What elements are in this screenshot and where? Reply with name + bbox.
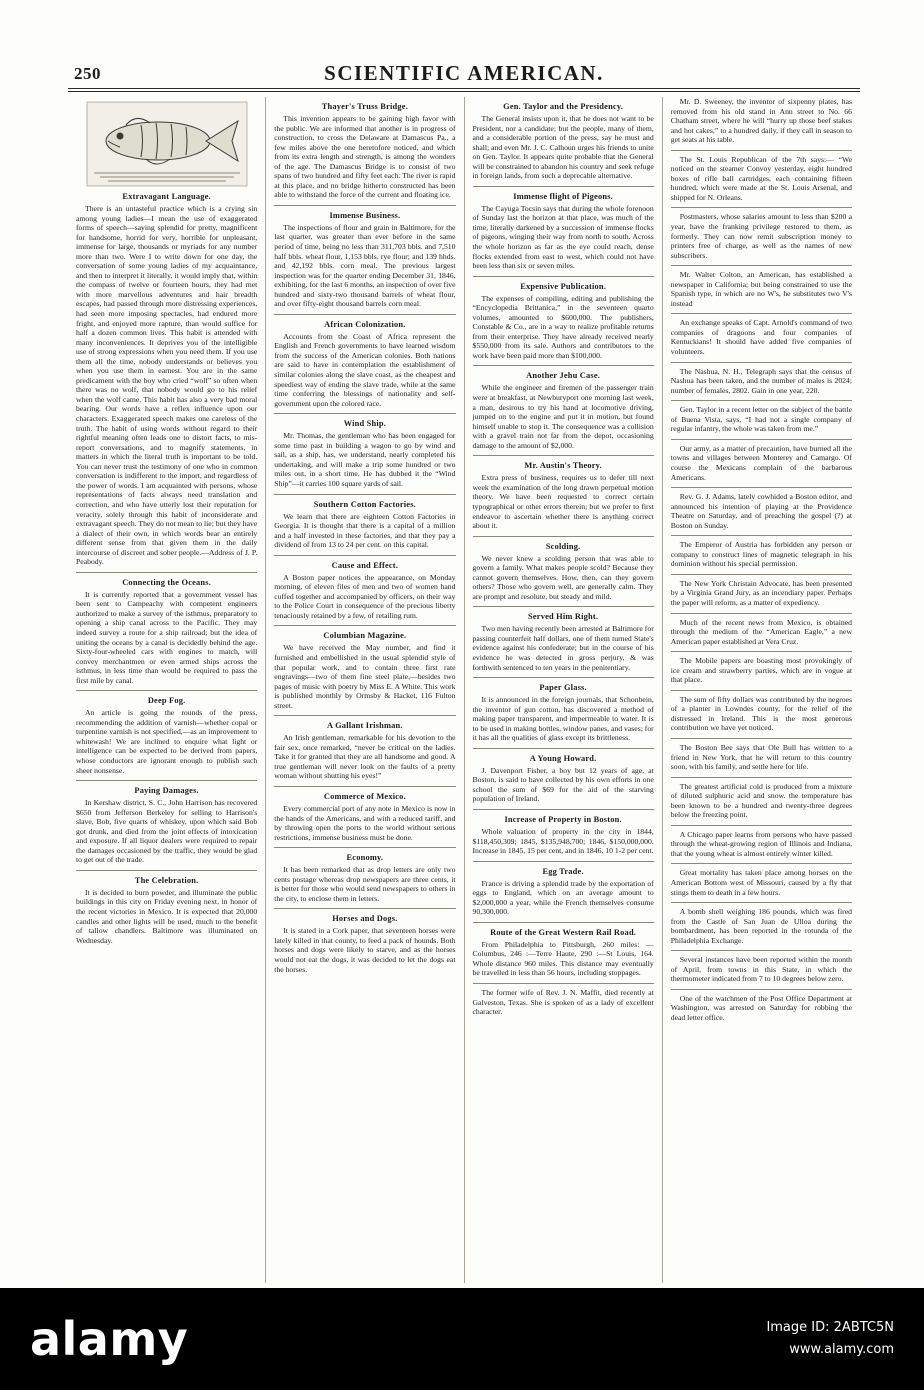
article-separator-rule <box>473 748 654 749</box>
article <box>76 696 257 775</box>
article-body: The Nashua, N. H., Telegraph says that the census of Nashua has been taken, and the number of males is 2024; number of females, 2802. Gain in one year, 220. <box>670 366 852 395</box>
alamy-logo: alamy <box>30 1312 189 1366</box>
article-body: The Boston Bee says that Ole Bull has written to a friend in New York, that he will return to this country soon, with his family, and settle here for life. <box>670 742 852 772</box>
article-title: Commerce of Mexico. <box>323 791 406 801</box>
article-separator-rule <box>473 365 654 366</box>
article-separator-rule <box>671 690 852 691</box>
article-body: It is stated in a Cork paper, that seventeen horses were lately killed in that county, to feed a pack of hounds. Both horses and dogs were likely to starve, and as the horses would not eat the dogs, it was decided to let the dogs eat the horses. <box>274 926 456 974</box>
news-brief <box>671 695 852 733</box>
news-brief <box>671 656 852 685</box>
article-title: Expensive Publication. <box>520 281 607 291</box>
article-body: It has been remarked that as drop letters are only two cents postage whereas drop newspapers are three cents, it is better for those who would send newspapers to others in the city, to enclose them in letters. <box>274 865 456 903</box>
article-separator-rule <box>671 863 852 864</box>
article-title: Paying Damages. <box>134 786 199 796</box>
article-body: Gen. Taylor in a recent letter on the subject of the battle of Buena Vista, says, “I had not a single company of regular infantry, the whole was taken from me.” <box>670 405 852 434</box>
masthead-title: SCIENTIFIC AMERICAN. <box>324 61 604 85</box>
article-title: Egg Trade. <box>542 866 584 876</box>
article-separator-rule <box>473 861 654 862</box>
article-title: Cause and Effect. <box>331 560 399 570</box>
article-body: In Kershaw district, S. C., John Harrison has recovered $650 from Jefferson Berkeley for selling to Harrison's slave, Bob, five quarts of whiskey, upon which said Bob got drunk, and died from the joint effects of intoxication and exposure. If all liquor dealers were required to repair the damages occasioned by the traffic, they would be glad to get out of the trade. <box>76 798 258 865</box>
news-brief <box>671 955 852 984</box>
article-body: A Boston paper notices the appearance, on Monday morning, of eleven files of men and two of women hand cuffed together and accompanied by officers, on their way to the Police Court in consequence of the precious liberty tenaciously retained by a few, of retailing rum. <box>274 572 456 620</box>
article-separator-rule <box>473 536 654 537</box>
article-body: Every commercial port of any note in Mexico is now in the hands of the Americans, and with a reduced tariff, and by throwing open the ports to the world without serious restrictions, immense business must be done. <box>274 803 456 842</box>
article-body: From Philadelphia to Pittsburgh, 260 miles: —Columbus, 246 :—Terre Haute, 290 :—St Louis, 164. Whole distance 960 miles. This distance may eventually be travelled in less than 56 hours, including stoppages. <box>472 939 654 978</box>
article-separator-rule <box>671 313 852 314</box>
article-separator-rule <box>671 950 852 951</box>
article <box>274 853 455 903</box>
news-brief <box>473 988 654 1017</box>
article-separator-rule <box>274 205 455 206</box>
article <box>473 102 654 181</box>
article-body: Postmasters, whose salaries amount to less than $200 a year, have the franking privilege restored to them, as formerly. They can now remit subscription money to printers free of charge, as well as the names of new subscribers. <box>670 212 852 260</box>
article-separator-rule <box>671 207 852 208</box>
article-separator-rule <box>274 786 455 787</box>
article <box>274 914 455 974</box>
article-body: The General insists upon it, that he does not want to be President, nor a candidate; but the people, many of them, and a considerable portion of the press, say he must and shall; and even Mr. J. C. Calhoun urges his friends to unite on Gen. Taylor. It appears quite probable that the General will be constrained to abandon his country and seek refuge in foreign lands, from such a deprecable alternative. <box>472 114 654 181</box>
article <box>274 320 455 408</box>
article-separator-rule <box>76 870 257 871</box>
article-separator-rule <box>671 574 852 575</box>
article-separator-rule <box>671 150 852 151</box>
article-body: Whole valuation of property in the city in 1844, $118,450,309; 1845, $135,948,700; 1846, $150,000,000. Increase in 1845, 15 per cent, and in 1846, 10 1-2 per cent. <box>472 826 654 856</box>
article-body: Much of the recent news from Mexico, is obtained through the medium of the “American Eagle,” a new American paper established at Vera Cruz. <box>670 617 852 646</box>
article-separator-rule <box>671 439 852 440</box>
article-body: Rev. G. J. Adams, lately cowhided a Boston editor, and announced his intention of playing at the Providence Theatre on Saturday, and of preaching the gospel (?) at Boston on Sunday. <box>670 492 852 530</box>
article-title: Increase of Property in Boston. <box>504 814 622 824</box>
article-body: Extra press of business, requires us to defer till next week the examination of the long drawn perpetual motion theory. We have been requested to correct certain typographical or other errors therein; but we prefer to first endeavor to ascertain whether there is anything correct about it. <box>472 473 654 531</box>
image-id-label: Image ID: <box>766 1319 830 1335</box>
news-brief <box>671 994 852 1023</box>
article <box>76 786 257 865</box>
article-title: Connecting the Oceans. <box>122 577 212 587</box>
article <box>274 211 455 309</box>
article-separator-rule <box>473 677 654 678</box>
article-separator-rule <box>274 847 455 848</box>
image-id-line <box>766 1317 894 1339</box>
news-brief <box>671 540 852 569</box>
article-body: The St. Louis Republican of the 7th says:— “We noticed on the steamer Convoy yesterday, eight hundred boxes of rifle ball cartridges, each containing fifteen hundred, which were made at the St. Louis Arsenal, and shipped for N. Orleans. <box>670 154 852 202</box>
article-title: The Celebration. <box>134 875 199 885</box>
alamy-watermark-bar <box>0 1288 924 1390</box>
article-body: A bomb shell weighing 186 pounds, which was fired from the Castle of San Juan de Ulloa during the bombardment, has been reported in the rotunda of the Philadelphia Exchange. <box>670 907 852 945</box>
article-body: An article is going the rounds of the press, recommending the addition of varnish—whether copal or turpentine varnish is not specified,—as an improvement to whitewash! We are inclined to enquire what light or intelligence can be expected to be derived from papers, whose conductors are ignorant enough to publish such sheer nonsense. <box>76 708 258 775</box>
news-brief <box>671 444 852 482</box>
article-body: This invention appears to be gaining high favor with the public. We are informed that another is in progress of construction, to cross the Delaware at Damascus Pa., a few miles above the one heretofore noticed, and which from its extra length and strength, is among the wonders of the age. The Damascus Bridge is to consist of two spans of two hundred and fifty feet each. The river is rapid at this place, and no bridge hitherto constructed has been able to withstand the force of the current and floating ice. <box>274 114 456 200</box>
news-brief <box>671 743 852 772</box>
article-title: Served Him Right. <box>528 612 599 622</box>
article <box>473 192 654 271</box>
header-rule-bottom <box>68 91 860 92</box>
article <box>274 792 455 842</box>
article-separator-rule <box>274 715 455 716</box>
article-title: Gen. Taylor and the Presidency. <box>503 102 624 111</box>
article <box>473 612 654 672</box>
article-title: Thayer's Truss Bridge. <box>321 102 408 111</box>
article-separator-rule <box>671 738 852 739</box>
article-separator-rule <box>274 314 455 315</box>
newspaper-column-2 <box>266 97 464 1283</box>
article-title: Immense flight of Pigeons. <box>513 191 613 201</box>
article-title: Scolding. <box>545 541 581 551</box>
article-separator-rule <box>671 613 852 614</box>
news-brief <box>671 318 852 356</box>
article <box>473 867 654 917</box>
news-brief <box>671 367 852 396</box>
article-body: There is an untasteful practice which is a crying sin among young ladies—I mean the use of exaggerated forms of speech—saying splendid for pretty, magnificent for handsome, horrid for very, horrible for unpleasant, immense for large, thousands or myriads for any number more than two. Were I to write down for one day, the conversation of some young ladies of my acquaintance, and then to interpret it literally, it would imply that, within the compass of twelve or fourteen hours, they had met with more marvellous adventures and hair breadth escapes, had passed through more distressing experiences, had seen more imposing spectacles, had endured more fright, and enjoyed more rapture, than would suffice for half a dozen common lives. This habit is attended with many inconveniences. It deprives you of the intelligible use of strong expressions when you need them. If you use them all the time, nobody understands or believes you when you use them in earnest. You are in the same predicament with the boy who cried “wolf” so often when there was no wolf, that nobody would go to his relief when the wolf came. This habit has also a very bad moral bearing. Our words have a reflex influence upon our characters. Exaggerated speech makes one careless of the truth. The habit of using words without regard to their rightful meaning often leads one to distort facts, to mis-report conversations, and to magnify statements, in matters in which the literal truth is important to be told. You can never trust the testimony of one who in common conversation is indifferent to the import, and regardless of the power of words. I am acquainted with persons, whose representations of facts always need translation and correction, and who have utterly lost their reputation for veracity, solely through this habit of inconsiderate and extravagant speech. They do not mean to lie; but they have a dialect of their own, in which words bear an entirely different sense from that given them in the daily intercourse of discreet and sober people.—Address of J. P. Peabody. <box>76 204 258 567</box>
news-brief <box>671 270 852 308</box>
article-title: African Colonization. <box>324 319 406 329</box>
news-brief <box>671 97 852 145</box>
article-separator-rule <box>274 908 455 909</box>
article <box>274 419 455 488</box>
article-body: Accounts from the Coast of Africa represent the English and French governments to have learned wisdom from the success of the American colonies. Both nations are said to have in contemplation the establishment of similar colonies along the slave coast, as the cheapest and speediest way of ending the slave trade, while at the same time conferring the blessings of nationality and self-government upon the colored race. <box>274 331 456 408</box>
article-body: We have received the May number, and find it furnished and embellished in the usual splendid style of that popular work, and to contain three first rate engravings—two of them fine steel plate,—besides two pages of music with poetry by Miss E. A White. This work is published monthly by Ormsby & Hacket, 116 Fulton street. <box>274 643 456 710</box>
article-title: Deep Fog. <box>147 696 186 706</box>
article-separator-rule <box>274 625 455 626</box>
article-body: We never knew a scolding person that was able to govern a family. What makes people scold? Because they cannot govern themselves. How, then, can they govern others? Those who govern well, are generally calm. They are prompt and resolute, but steady and mild. <box>472 553 654 601</box>
article <box>274 631 455 710</box>
article-body: The Cayuga Tocsin says that during the whole forenoon of Sunday last the horizon at that place, was much of the time, literally darkened by a succession of immense flocks of pigeons, winging their way from north to south. Across the whole horizon as far as the eye could reach, dense flocks extended from east to west, which could not have been less than six or seven miles. <box>472 203 654 271</box>
alamy-url: www.alamy.com <box>789 1342 894 1357</box>
news-brief <box>671 868 852 897</box>
fish-engraving-svg <box>86 101 248 187</box>
article-separator-rule <box>671 902 852 903</box>
article-body: One of the watchmen of the Post Office Department at Washington, was arrested on Saturday for robbing the dead letter office. <box>670 993 852 1023</box>
article-separator-rule <box>671 400 852 401</box>
article-separator-rule <box>76 780 257 781</box>
article-body: An exchange speaks of Capt. Arnold's command of two companies of dragoons and four companies of Kentuckians! It should have added five companies of volunteers. <box>670 318 852 357</box>
article-body: Great mortality has taken place among horses on the American Bottom west of Missouri, caused by a fly that stings them to death in a few hours. <box>670 868 852 897</box>
article-separator-rule <box>671 487 852 488</box>
article-separator-rule <box>473 983 654 984</box>
article-title: Mr. Austin's Theory. <box>524 461 602 471</box>
article-title: Immense Business. <box>329 210 401 220</box>
columns-container <box>68 97 860 1283</box>
news-brief <box>671 579 852 608</box>
article-body: It is announced in the foreign journals, that Schonbein, the inventor of gun cotton, has discovered a method of making paper transparent, and impermeable to water. It is to be used in making bottles, window panes, and vases; for it has all the qualities of glass except its brittleness. <box>472 695 654 743</box>
article-body: It is decided to burn powder, and illuminate the public buildings in this city on Friday evening next, in honor of the recent victories in Mexico. It is expected that 20,000 candles and other lights will be used, much to the benefit of tallow chandlers. Baltimore was illuminated on Wednesday. <box>76 887 258 945</box>
article-separator-rule <box>274 494 455 495</box>
article <box>274 102 455 200</box>
news-brief <box>671 782 852 820</box>
engraving-fish-illustration <box>86 101 248 187</box>
article <box>274 500 455 550</box>
article <box>473 542 654 602</box>
news-brief <box>671 405 852 434</box>
article-separator-rule <box>473 186 654 187</box>
article-separator-rule <box>473 922 654 923</box>
article-title: Another Jehu Case. <box>526 371 601 381</box>
newspaper-page <box>68 58 860 1286</box>
article-separator-rule <box>671 362 852 363</box>
article-body: An Irish gentleman, remarkable for his devotion to the fair sex, once remarked, “never be critical on the ladies. Take it for granted that they are all handsome and good. A true gentleman will never look on the faults of a pretty woman without shutting his eyes!” <box>274 733 456 781</box>
article-separator-rule <box>671 777 852 778</box>
news-brief <box>671 907 852 945</box>
alamy-meta <box>766 1317 894 1361</box>
news-brief <box>671 155 852 203</box>
news-brief <box>671 212 852 260</box>
article-body: France is driving a splendid trade by the exportation of eggs to England, which on an average amount to $2,000,000 a year, while the French themselves consume 90,300,000. <box>472 878 654 917</box>
article-title: Horses and Dogs. <box>332 914 398 924</box>
article <box>76 578 257 685</box>
article-separator-rule <box>671 825 852 826</box>
article <box>473 461 654 530</box>
page-header <box>68 58 860 88</box>
article-body: Two men having recently been arrested at Baltimore for passing counterfeit half dollars, one of them turned State's evidence against his confederate; but in the course of his evidence he was detected in gross perjury, & was forthwith sentenced to ten years in the penitentiary. <box>472 624 654 672</box>
article-title: Southern Cotton Factories. <box>313 499 416 509</box>
article-body: The New York Christain Advocate, has been presented by a Virginia Grand Jury, as an incendiary paper. Perhaps the paper will reform, as a matter of expediency. <box>670 578 852 607</box>
news-brief <box>671 492 852 530</box>
article <box>473 754 654 804</box>
article-separator-rule <box>76 690 257 691</box>
article <box>76 876 257 945</box>
article-separator-rule <box>473 606 654 607</box>
article-title: Wind Ship. <box>343 419 387 429</box>
news-brief <box>671 618 852 647</box>
article-body: The inspections of flour and grain in Baltimore, for the last quarter, was greater than ever before in the same period of time, being no less than 311,703 bbls. and 7,510 half bbls. wheat flour, 1,153 bbls. rye flour; and 139 hhds. and 42,192 bbls. corn meal. The previous largest inspection was for the quarter ending December 31, 1846, exhibiting, for the last 6 months, an inspection of over five hundred and sixty-two thousand barrels of wheat flour, and over fifty-eight thousand barrels corn meal. <box>274 222 456 309</box>
article-title: A Gallant Irishman. <box>327 721 403 731</box>
article <box>473 282 654 361</box>
article-separator-rule <box>671 989 852 990</box>
article-separator-rule <box>671 535 852 536</box>
article-title: Columbian Magazine. <box>323 631 407 641</box>
page-number: 250 <box>74 64 101 83</box>
article-body: The sum of fifty dollars was contributed by the negroes of a planter in Lowndes county, for the relief of the distressed in Ireland. This is the most generous contribution we have yet noticed. <box>670 694 852 733</box>
article-body: The expenses of compiling, editing and publishing the “Encyclopedia Brittanica,” in the seventeen quarto volumes, amounted to $600,000. The publishers, Constable & Co., are in a way to realize profitable returns from their enterprise. They have already received nearly $550,000 from its sale. Authors and contributors to the work have been paid more than $100,000. <box>472 293 654 360</box>
article-title: Extravagant Language. <box>122 192 211 201</box>
article-body: The Mobile papers are boasting most provokingly of ice cream and strawberry parties, which are in vogue at that place. <box>670 656 852 685</box>
article-body: It is currently reported that a government vessel has been sent to Campeachy with competent engineers authorized to make a survey of the isthmus, preparatory to opening a ship canal across to the Pacific. They may indeed survey a route for a ship railroad; but the idea of uniting the oceans by a canal is decidedly behind the age. Sixty-four-wheeled cars with engines to match, will convey merchantmen or even armed ships across the isthmus, in less time than would be required to pass the first mile by canal. <box>76 589 258 685</box>
article-body: Mr. D. Sweeney, the inventor of sixpenny plates, has removed from his old stand in Ann street to No. 66 Chatham street, where he will “hurry up those beef stakes and hot cakes,” to a hundred daily, if they call in season to get seats at his table. <box>670 97 852 145</box>
news-brief <box>671 830 852 859</box>
article-title: Route of the Great Western Rail Road. <box>490 927 637 937</box>
header-rule-top <box>68 88 860 89</box>
article-body: Mr. Walter Colton, an American, has established a newspaper in California; but being constrained to use the Spanish type, in which are no W's, he substitutes two V's instead <box>670 270 852 308</box>
article-body: Mr. Thomas, the gentleman who has been engaged for some time past in building a wagon to go by wind and sail, as a ship, has, we understand, nearly completed his undertaking, and will make a trip some hundred or two miles out, in a short time. He has dubbed it the “Wind Ship”—it carries 100 square yards of sail. <box>274 431 456 488</box>
article-body: A Chicago paper learns from persons who have passed through the wheat-growing region of Illinois and Indiana, that the young wheat is almost entirely winter killed. <box>670 829 852 858</box>
article-separator-rule <box>274 413 455 414</box>
article <box>473 683 654 743</box>
article-body: While the engineer and firemen of the passenger train were at breakfast, at Newburyport one morning last week, a man, desirous to try his hand at locomotive driving, jumped on to the engine and put it in motion, but found himself unable to stop it. The consequence was a collision with a gravel train not far from the depot, occasioning damage to the amount of $2,000. <box>472 383 654 450</box>
article-body: The Emperor of Austria has forbidden any person or company to construct lines of magnetic telegraph in his dominion without his special permission. <box>670 540 852 569</box>
article-title: Economy. <box>346 853 384 863</box>
article-body: Our army, as a matter of precaution, have burned all the towns and villages between Monterey and Camargo. Of course the Mexicans complain of the barbarous Americans. <box>670 443 852 482</box>
article <box>473 928 654 978</box>
article-body: We learn that there are eighteen Cotton Factories in Georgia. It is thought that there is a capital of a million and a half invested in these factories, and that they pay a dividend of from 13 to 24 per cent. on this capital. <box>274 511 456 550</box>
article <box>473 371 654 450</box>
newspaper-column-3 <box>465 97 663 1283</box>
article-separator-rule <box>671 265 852 266</box>
article-body: The former wife of Rev. J. N. Maffit, died recently at Galveston, Texas. She is spoken of as a lady of excellent character. <box>472 988 654 1017</box>
image-id-value: 2ABTC5N <box>833 1319 894 1335</box>
article <box>274 561 455 621</box>
article <box>274 721 455 781</box>
newspaper-column-4 <box>663 97 860 1283</box>
article-separator-rule <box>274 555 455 556</box>
article-separator-rule <box>473 455 654 456</box>
article <box>473 815 654 856</box>
article-body: Several instances have been reported within the month of April, from towns in this State, in which the thermometer indicated from 7 to 10 degrees below zero. <box>670 955 852 984</box>
article-title: Paper Glass. <box>539 683 587 693</box>
article-separator-rule <box>76 572 257 573</box>
article-separator-rule <box>671 651 852 652</box>
article-body: The greatest artificial cold is produced from a mixture of diluted sulphuric acid and snow. the temperature has been known to be a hundred and twenty-three degrees below the freezing point. <box>670 781 852 820</box>
article <box>76 192 257 567</box>
article-title: A Young Howard. <box>529 753 597 763</box>
article-body: J. Davenport Fisher, a boy but 12 years of age, at Boston, is said to have collected by his own efforts in one school the sum of $69 for the aid of the starving population of Ireland. <box>472 765 654 804</box>
newspaper-column-1 <box>68 97 266 1283</box>
article-separator-rule <box>473 276 654 277</box>
article-separator-rule <box>473 809 654 810</box>
